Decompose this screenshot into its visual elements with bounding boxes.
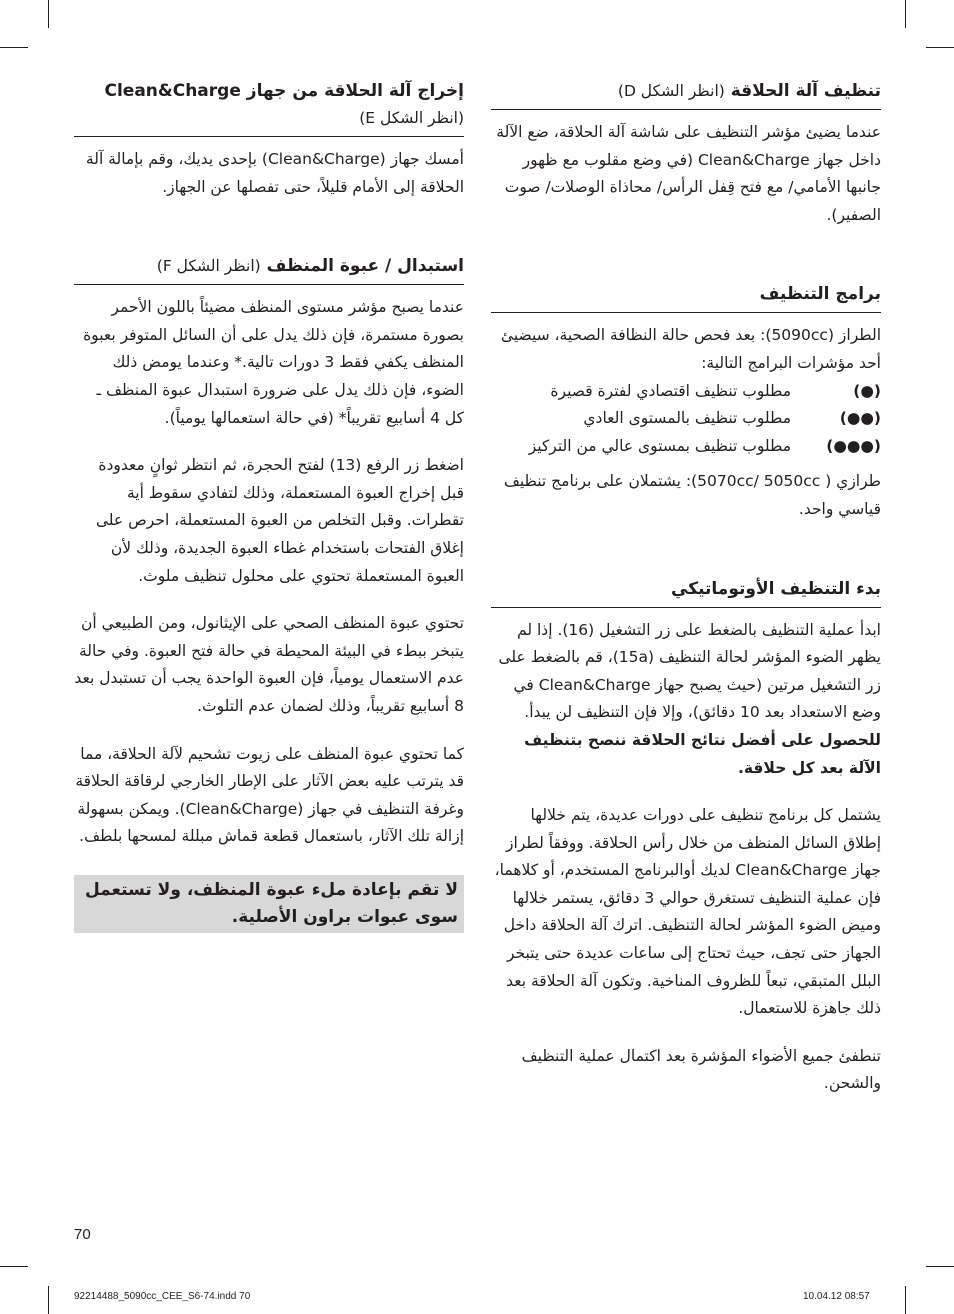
drop-icon: (●●)	[839, 409, 881, 428]
heading-sub: (انظر الشكل E)	[359, 109, 464, 127]
paragraph: يشتمل كل برنامج تنظيف على دورات عديدة، يتم خلالها إطلاق السائل المنظف من خلال رأس الحلاقة. ووفقاً لطراز جهاز Clean&Charge لديك أوالبرنامج المستخدم، أو كلاهما، فإن عملية التنظيف تستغرق حوالي 3 دقائق، يستمر خلالها وميض الضوء المؤشر لحالة التنظيف. اترك آلة الحلاقة داخل الجهاز حتى تجف، حيث تحتاج إلى ساعات عديدة حتى يتبخر البلل المتبقي، تبعاً للظروف المناخية. وتكون آلة الحلاقة بعد ذلك جاهزة للاستعمال.	[494, 806, 881, 1018]
program-text: مطلوب تنظيف بمستوى عالي من التركيز	[528, 436, 791, 455]
left-column	[74, 78, 464, 933]
drop-icon: (●)	[853, 381, 881, 400]
section-heading: بدء التنظيف الأوتوماتيكي	[671, 578, 881, 599]
warning-box: لا تقم بإعادة ملء عبوة المنظف، ولا تستعمل سوى عبوات براون الأصلية.	[74, 875, 464, 933]
crop-mark	[0, 47, 28, 48]
crop-mark	[905, 0, 906, 28]
paragraph: كما تحتوي عبوة المنظف على زيوت تشحيم لآلة الحلاقة، مما قد يترتب عليه بعض الآثار على الإطار الخارجي لرقاقة الحلاقة وغرفة التنظيف في جهاز (Clean&Charge). ويمكن بسهولة إزالة تلك الآثار، باستعمال قطعة قماش مبللة لمسحها بلطف.	[75, 744, 464, 846]
program-text: مطلوب تنظيف اقتصادي لفترة قصيرة	[550, 381, 791, 400]
crop-mark	[48, 0, 49, 28]
heading-text: تنظيف آلة الحلاقة	[730, 81, 881, 101]
divider	[74, 284, 464, 285]
paragraph: عندما يضيئ مؤشر التنظيف على شاشة آلة الحلاقة، ضع الآلة داخل جهاز Clean&Charge (في وضع مقلوب مع ظهور جانبها الأمامي/ مع فتح قِفل الرأس/ محاذاة الوصلات/ صوت الصفير).	[496, 123, 881, 224]
program-row	[491, 378, 881, 406]
footer-file: 92214488_5090cc_CEE_S6-74.indd 70	[74, 1291, 251, 1302]
crop-mark	[905, 1286, 906, 1314]
crop-mark	[0, 1266, 28, 1267]
paragraph: ابدأ عملية التنظيف بالضغط على زر التشغيل (16). إذا لم يظهر الضوء المؤشر لحالة التنظيف (15a)، قم بالضغط على زر التشغيل مرتين (حيث يصبح جهاز Clean&Charge في وضع الاستعداد بعد 10 دقائق)، وإلا فإن التنظيف لن يبدأ.	[498, 620, 881, 722]
drop-icon: (●●●)	[826, 436, 881, 455]
paragraph: طرازي ( 5070cc/ 5050cc): يشتملان على برنامج تنظيف قياسي واحد.	[503, 472, 881, 518]
section-heading: برامج التنظيف	[759, 284, 881, 305]
heading-sub: (انظر الشكل D)	[617, 82, 725, 100]
divider	[491, 607, 881, 608]
program-row	[491, 433, 881, 461]
footer-date: 10.04.12 08:57	[803, 1291, 870, 1302]
crop-mark	[926, 1266, 954, 1267]
divider	[74, 136, 464, 137]
crop-mark	[926, 47, 954, 48]
section-heading	[491, 78, 881, 105]
section-heading	[74, 78, 464, 132]
heading-text: استبدال / عبوة المنظف	[266, 256, 464, 277]
paragraph: اضغط زر الرفع (13) لفتح الحجرة، ثم انتظر ثوانٍ معدودة قبل إخراج العبوة المستعملة، وذلك لتفادي سقوط أية تقطرات. وقبل التخلص من العبوة المستعملة، احرص على إغلاق الفتحات باستخدام غطاء العبوة الجديدة، وذلك لأن العبوة المستعملة تحتوي على محلول تنظيف ملوث.	[95, 456, 464, 585]
program-row	[491, 405, 881, 433]
heading-sub: (انظر الشكل F)	[156, 257, 261, 276]
section-heading	[74, 253, 464, 280]
paragraph: عندما يصبح مؤشر مستوى المنظف مضيئاً باللون الأحمر بصورة مستمرة، فإن ذلك يدل على أن السائل المتوفر بعبوة المنظف يكفي فقط 3 دورات تالية.* وعندما يومض ذلك الضوء، فإن ذلك يدل على ضرورة استبدال عبوة المنظف ـ كل 4 أسابيع تقريباً* (في حالة استعمالها يومياً).	[83, 298, 464, 427]
crop-mark	[48, 1286, 49, 1314]
paragraph: تحتوي عبوة المنظف الصحي على الإيثانول، ومن الطبيعي أن يتبخر ببطء في البيئة المحيطة في حالة فتح العبوة. وفي حالة عدم الاستعمال يومياً، فإن العبوة الواحدة يجب أن تستبدل بعد 8 أسابيع تقريباً، وذلك لضمان عدم التلوث.	[74, 614, 464, 715]
paragraph: الطراز (5090cc): بعد فحص حالة النظافة الصحية، سيضيئ أحد مؤشرات البرامج التالية:	[500, 326, 881, 372]
paragraph: أمسك جهاز (Clean&Charge) بإحدى يديك، وقم بإمالة آلة الحلاقة إلى الأمام قليلاً، حتى تفصلها عن الجهاز.	[85, 150, 464, 196]
page-number: 70	[74, 1226, 91, 1243]
divider	[491, 312, 881, 313]
bold-note: للحصول على أفضل نتائج الحلاقة ننصح بتنظيف الآلة بعد كل حلاقة.	[524, 730, 881, 777]
heading-text: إخراج آلة الحلاقة من جهاز Clean&Charge	[104, 81, 464, 101]
right-column	[491, 78, 881, 1098]
paragraph: تنطفئ جميع الأضواء المؤشرة بعد اكتمال عملية التنظيف والشحن.	[521, 1046, 881, 1093]
divider	[491, 109, 881, 110]
program-text: مطلوب تنظيف بالمستوى العادي	[583, 409, 791, 428]
